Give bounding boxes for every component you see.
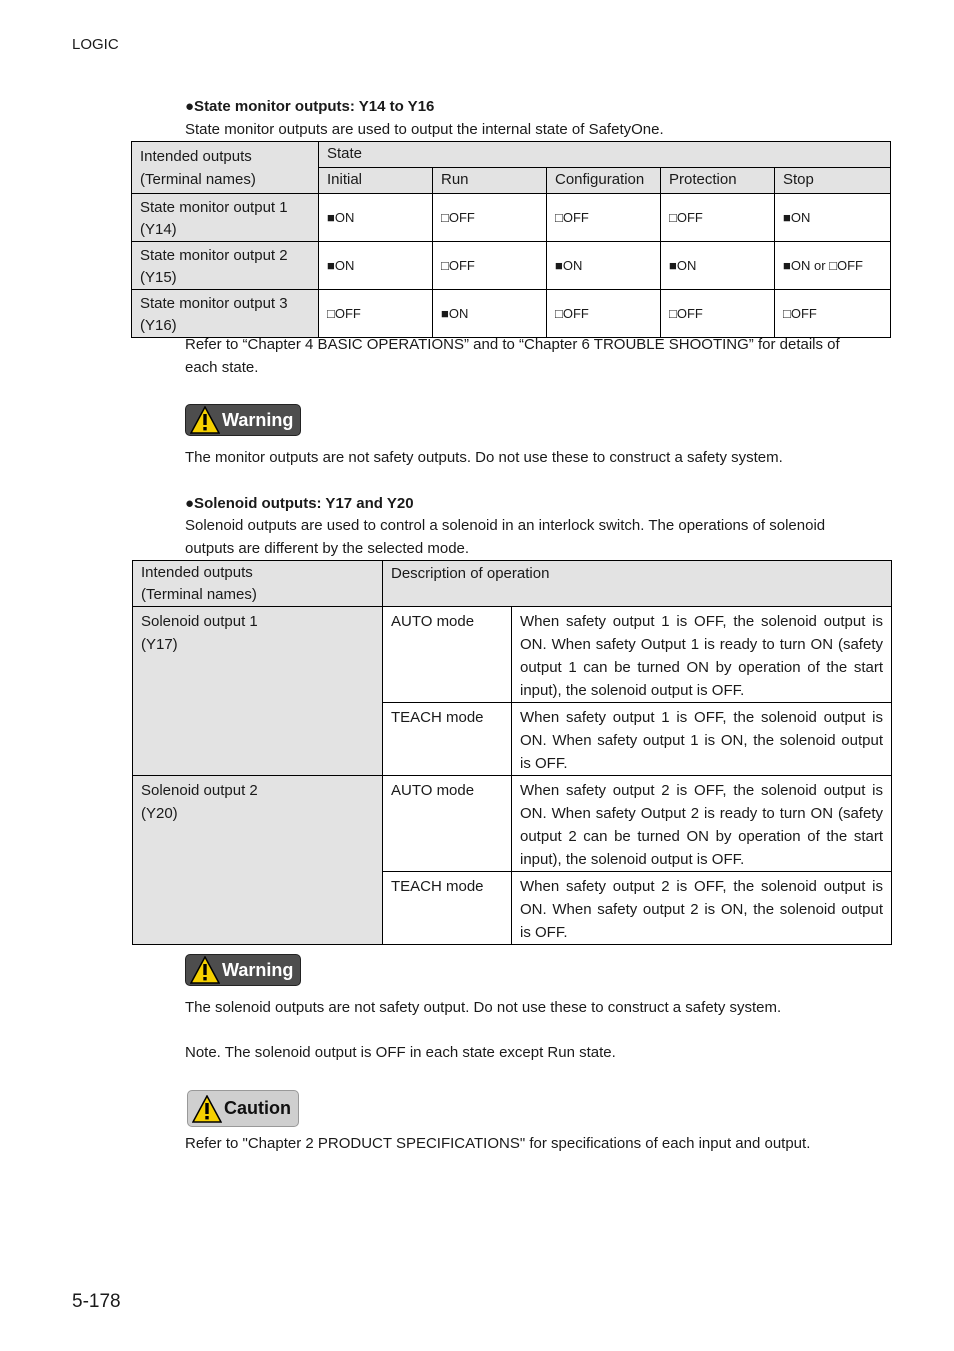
table-row: [133, 607, 892, 703]
state-refer-line1: Refer to “Chapter 4 BASIC OPERATIONS” and to “Chapter 6 TROUBLE SHOOTING” for details of: [185, 336, 840, 353]
solenoid-intro-line2: outputs are different by the selected mode.: [185, 540, 470, 557]
state-cell: ■ON: [319, 194, 433, 242]
row-label: [132, 242, 319, 290]
state-header-run: Run: [433, 168, 547, 194]
description-cell: When safety output 2 is OFF, the solenoid output is ON. When safety Output 2 is ready to turn ON (safety output 2 can be turned ON by operation of the start input), the solenoid output is OFF.: [512, 776, 892, 872]
row-label-line: (Y16): [140, 317, 177, 334]
row-label-line: (Y17): [141, 636, 178, 653]
row-label: [132, 194, 319, 242]
state-cell: □OFF: [661, 194, 775, 242]
solenoid-section-heading: ●Solenoid outputs: Y17 and Y20: [185, 495, 414, 512]
mode-cell: TEACH mode: [383, 703, 512, 776]
warning-badge: [185, 404, 301, 436]
state-cell: ■ON: [547, 242, 661, 290]
state-cell: ■ON or □OFF: [775, 242, 891, 290]
table-row: [133, 776, 892, 872]
row-label-line: State monitor output 1: [140, 199, 288, 216]
mode-cell: AUTO mode: [383, 776, 512, 872]
state-header-stop: Stop: [775, 168, 891, 194]
state-cell: ■ON: [433, 290, 547, 338]
row-label-line: Solenoid output 1: [141, 613, 258, 630]
solenoid-output-1-label: [133, 607, 383, 776]
caution-label: Caution: [224, 1098, 291, 1118]
description-cell: When safety output 1 is OFF, the solenoid output is ON. When safety Output 1 is ready to turn ON (safety output 1 can be turned ON by operation of the start input), the solenoid output is OFF.: [512, 607, 892, 703]
header-line: (Terminal names): [141, 586, 257, 603]
header-line: Intended outputs: [140, 148, 252, 165]
state-header-protection: Protection: [661, 168, 775, 194]
row-label-line: (Y15): [140, 269, 177, 286]
state-section-heading: ●State monitor outputs: Y14 to Y16: [185, 98, 435, 115]
warning-label: Warning: [222, 959, 294, 980]
warning-triangle-icon: [190, 956, 220, 984]
mode-cell: AUTO mode: [383, 607, 512, 703]
table-row: [132, 194, 891, 242]
state-cell: ■ON: [775, 194, 891, 242]
row-label-line: Solenoid output 2: [141, 782, 258, 799]
state-cell: □OFF: [433, 242, 547, 290]
row-label-line: State monitor output 2: [140, 247, 288, 264]
caution-badge: [187, 1090, 299, 1127]
header-line: (Terminal names): [140, 171, 256, 188]
row-label-line: State monitor output 3: [140, 295, 288, 312]
state-cell: □OFF: [547, 290, 661, 338]
state-group-header: State: [319, 142, 891, 168]
caution-triangle-icon: [192, 1095, 222, 1123]
state-table-col1-header: [132, 142, 319, 194]
description-cell: When safety output 1 is OFF, the solenoid output is ON. When safety output 1 is ON, the solenoid output is OFF.: [512, 703, 892, 776]
state-cell: □OFF: [547, 194, 661, 242]
state-header-configuration: Configuration: [547, 168, 661, 194]
state-cell: □OFF: [319, 290, 433, 338]
state-cell: □OFF: [433, 194, 547, 242]
warning-triangle-icon: [190, 406, 220, 434]
table-row: [132, 290, 891, 338]
state-cell: ■ON: [319, 242, 433, 290]
solenoid-note: Note. The solenoid output is OFF in each state except Run state.: [185, 1044, 616, 1061]
caution-text: Refer to "Chapter 2 PRODUCT SPECIFICATIONS" for specifications of each input and output.: [185, 1135, 811, 1152]
row-label-line: (Y20): [141, 805, 178, 822]
solenoid-output-2-label: [133, 776, 383, 945]
row-label: [132, 290, 319, 338]
solenoid-warning-text: The solenoid outputs are not safety output. Do not use these to construct a safety system.: [185, 999, 782, 1016]
running-header: LOGIC: [72, 36, 119, 53]
description-header: Description of operation: [383, 561, 892, 607]
page-number: 5-178: [72, 1291, 121, 1312]
state-monitor-table: [131, 141, 891, 338]
description-cell: When safety output 2 is OFF, the solenoid output is ON. When safety output 2 is ON, the solenoid output is OFF.: [512, 872, 892, 945]
state-refer-line2: each state.: [185, 359, 259, 376]
header-line: Intended outputs: [141, 564, 253, 581]
state-section-intro: State monitor outputs are used to output the internal state of SafetyOne.: [185, 121, 664, 138]
row-label-line: (Y14): [140, 221, 177, 238]
warning-label: Warning: [222, 409, 294, 430]
state-header-initial: Initial: [319, 168, 433, 194]
table-row: [132, 242, 891, 290]
warning-badge: [185, 954, 301, 986]
state-cell: ■ON: [661, 242, 775, 290]
solenoid-intro-line1: Solenoid outputs are used to control a solenoid in an interlock switch. The operations of solenoid: [185, 517, 826, 534]
solenoid-table-col1-header: [133, 561, 383, 607]
state-cell: □OFF: [661, 290, 775, 338]
monitor-warning-text: The monitor outputs are not safety outputs. Do not use these to construct a safety system.: [185, 449, 783, 466]
mode-cell: TEACH mode: [383, 872, 512, 945]
solenoid-output-table: [132, 560, 892, 945]
state-cell: □OFF: [775, 290, 891, 338]
